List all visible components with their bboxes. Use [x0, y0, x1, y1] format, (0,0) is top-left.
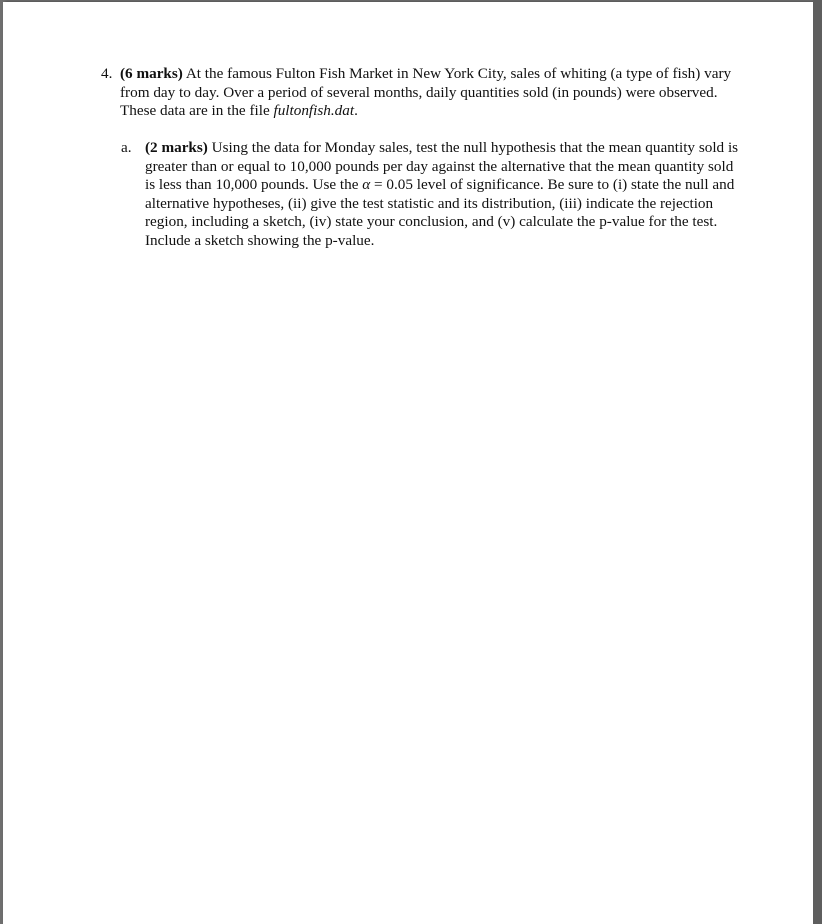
viewer-edge: [813, 0, 822, 924]
question-marks: (6 marks): [120, 65, 183, 82]
part-a-letter: a.: [121, 139, 132, 156]
question-number: 4.: [101, 65, 113, 82]
document-page: [3, 2, 813, 924]
question-body: At the famous Fulton Fish Market in New York City, sales of whiting (a type of fish) vary from day to day. Over a period of several months, daily quantities sold (in pounds) were observed. These data are in the file: [120, 65, 732, 120]
question-text: [120, 65, 741, 121]
part-a-body-end: = 0.05 level of significance. Be sure to (i) state the null and alternative hypotheses, (ii) give the test statistic and its distribution, (iii) indicate the rejection region, including a sketch, (iv) state your conclusion, and (v) calculate the p-value for the test. Include a sketch showing the p-value.: [145, 176, 735, 249]
question-part-a: [121, 139, 741, 251]
part-a-marks: (2 marks): [145, 139, 208, 156]
part-a-text: [145, 139, 741, 251]
part-a-body: Using the data for Monday sales, test the null hypothesis that the mean quantity sold is greater than or equal to 10,000 pounds per day against the alternative that the mean quantity sold is less than 10,000 pounds. Use the: [145, 139, 739, 194]
alpha-symbol: α: [362, 176, 371, 194]
question-filename: fultonfish.dat: [273, 102, 355, 120]
question-4: [101, 65, 741, 121]
question-end: .: [354, 102, 358, 120]
